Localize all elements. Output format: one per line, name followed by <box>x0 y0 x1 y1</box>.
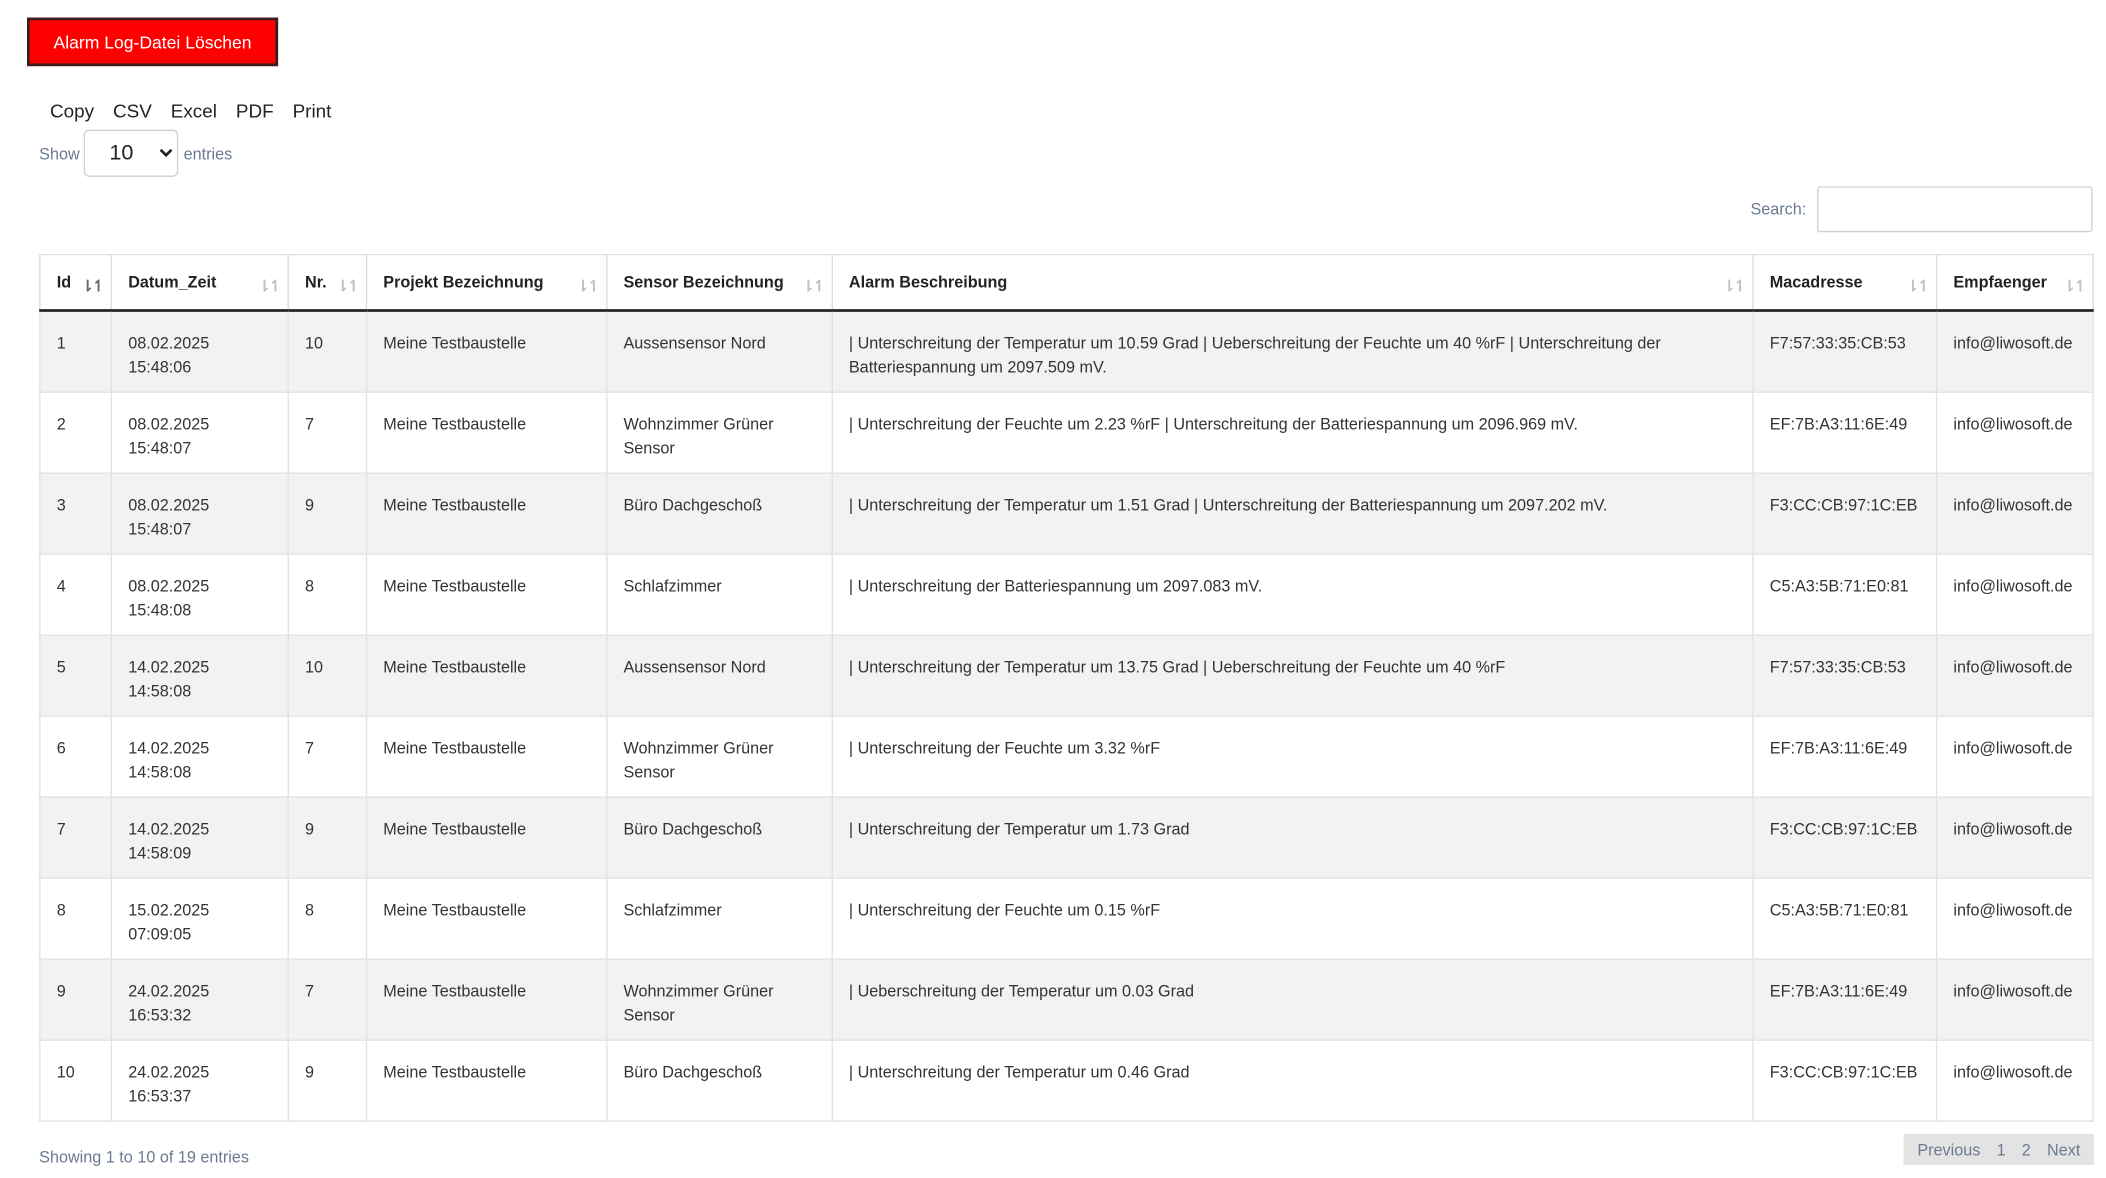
column-header-label: Projekt Bezeichnung <box>383 272 544 292</box>
cell-sensor: Schlafzimmer <box>607 878 832 959</box>
cell-sensor: Büro Dachgeschoß <box>607 1040 832 1121</box>
column-header-id[interactable] <box>40 254 112 310</box>
csv-button[interactable]: CSV <box>104 97 162 124</box>
table-row <box>40 716 2093 797</box>
pagination <box>1904 1134 2094 1165</box>
cell-id: 3 <box>40 473 112 554</box>
cell-datum-zeit: 14.02.2025 14:58:08 <box>111 635 288 716</box>
cell-projekt: Meine Testbaustelle <box>366 959 606 1040</box>
column-header-label: Datum_Zeit <box>128 272 217 292</box>
cell-projekt: Meine Testbaustelle <box>366 635 606 716</box>
cell-alarm: | Unterschreitung der Feuchte um 2.23 %rF | Unterschreitung der Batteriespannung um 2096.969 mV. <box>832 392 1753 473</box>
copy-button[interactable]: Copy <box>41 97 104 124</box>
cell-alarm: | Unterschreitung der Batteriespannung um 2097.083 mV. <box>832 554 1753 635</box>
cell-datum-zeit: 08.02.2025 15:48:06 <box>111 311 288 392</box>
cell-empfaenger: info@liwosoft.de <box>1936 473 2093 554</box>
cell-sensor: Schlafzimmer <box>607 554 832 635</box>
search-control <box>1750 186 2092 232</box>
entries-length-control <box>39 130 232 177</box>
column-header-label: Sensor Bezeichnung <box>623 272 784 292</box>
search-input[interactable] <box>1817 186 2092 232</box>
sort-icon: ⇂↿ <box>801 276 824 296</box>
cell-alarm: | Unterschreitung der Temperatur um 1.73 Grad <box>832 797 1753 878</box>
entries-length-select[interactable] <box>84 130 179 177</box>
cell-sensor: Wohnzimmer Grüner Sensor <box>607 716 832 797</box>
column-header-label: Empfaenger <box>1953 272 2048 292</box>
table-info: Showing 1 to 10 of 19 entries <box>39 1147 249 1167</box>
cell-projekt: Meine Testbaustelle <box>366 878 606 959</box>
column-header-macadresse[interactable] <box>1753 254 1937 310</box>
cell-empfaenger: info@liwosoft.de <box>1936 959 2093 1040</box>
table-row <box>40 878 2093 959</box>
cell-alarm: | Ueberschreitung der Temperatur um 0.03 Grad <box>832 959 1753 1040</box>
cell-macadresse: F7:57:33:35:CB:53 <box>1753 635 1937 716</box>
table-row <box>40 473 2093 554</box>
previous-page-button[interactable]: Previous <box>1917 1140 1981 1159</box>
sort-icon: ⇂↿ <box>257 276 280 296</box>
cell-id: 8 <box>40 878 112 959</box>
clear-alarm-log-button[interactable]: Alarm Log-Datei Löschen <box>27 18 278 67</box>
column-header-datum-zeit[interactable] <box>111 254 288 310</box>
search-label: Search: <box>1750 199 1807 219</box>
cell-macadresse: F3:CC:CB:97:1C:EB <box>1753 797 1937 878</box>
cell-id: 4 <box>40 554 112 635</box>
cell-macadresse: F3:CC:CB:97:1C:EB <box>1753 473 1937 554</box>
cell-empfaenger: info@liwosoft.de <box>1936 554 2093 635</box>
cell-sensor: Büro Dachgeschoß <box>607 473 832 554</box>
cell-id: 10 <box>40 1040 112 1121</box>
sort-icon: ⇂↿ <box>1905 276 1928 296</box>
cell-macadresse: C5:A3:5B:71:E0:81 <box>1753 878 1937 959</box>
column-header-empfaenger[interactable] <box>1936 254 2093 310</box>
cell-empfaenger: info@liwosoft.de <box>1936 797 2093 878</box>
pdf-button[interactable]: PDF <box>226 97 283 124</box>
cell-empfaenger: info@liwosoft.de <box>1936 392 2093 473</box>
next-page-button[interactable]: Next <box>2047 1140 2081 1159</box>
cell-alarm: | Unterschreitung der Temperatur um 10.59 Grad | Ueberschreitung der Feuchte um 40 %rF | Unterschreitung der Batteriespannung um 2097.509 mV. <box>832 311 1753 392</box>
cell-sensor: Aussensensor Nord <box>607 635 832 716</box>
column-header-label: Id <box>56 272 72 292</box>
column-header-sensor[interactable] <box>607 254 832 310</box>
cell-sensor: Büro Dachgeschoß <box>607 797 832 878</box>
cell-id: 5 <box>40 635 112 716</box>
cell-sensor: Aussensensor Nord <box>607 311 832 392</box>
cell-projekt: Meine Testbaustelle <box>366 554 606 635</box>
cell-datum-zeit: 24.02.2025 16:53:32 <box>111 959 288 1040</box>
cell-macadresse: F7:57:33:35:CB:53 <box>1753 311 1937 392</box>
cell-id: 6 <box>40 716 112 797</box>
cell-datum-zeit: 08.02.2025 15:48:08 <box>111 554 288 635</box>
cell-id: 1 <box>40 311 112 392</box>
cell-empfaenger: info@liwosoft.de <box>1936 635 2093 716</box>
cell-empfaenger: info@liwosoft.de <box>1936 878 2093 959</box>
column-header-projekt[interactable] <box>366 254 606 310</box>
cell-nr: 9 <box>288 473 366 554</box>
cell-macadresse: EF:7B:A3:11:6E:49 <box>1753 959 1937 1040</box>
cell-empfaenger: info@liwosoft.de <box>1936 311 2093 392</box>
column-header-nr[interactable] <box>288 254 366 310</box>
print-button[interactable]: Print <box>283 97 341 124</box>
cell-id: 2 <box>40 392 112 473</box>
excel-button[interactable]: Excel <box>161 97 226 124</box>
cell-datum-zeit: 08.02.2025 15:48:07 <box>111 473 288 554</box>
page-1-button[interactable]: 1 <box>1996 1140 2006 1159</box>
cell-datum-zeit: 15.02.2025 07:09:05 <box>111 878 288 959</box>
cell-nr: 10 <box>288 635 366 716</box>
cell-id: 9 <box>40 959 112 1040</box>
table-row <box>40 554 2093 635</box>
cell-alarm: | Unterschreitung der Feuchte um 0.15 %rF <box>832 878 1753 959</box>
table-row <box>40 392 2093 473</box>
cell-macadresse: C5:A3:5B:71:E0:81 <box>1753 554 1937 635</box>
cell-alarm: | Unterschreitung der Feuchte um 3.32 %rF <box>832 716 1753 797</box>
cell-nr: 7 <box>288 959 366 1040</box>
sort-icon: ⇂↿ <box>2062 276 2085 296</box>
cell-datum-zeit: 14.02.2025 14:58:09 <box>111 797 288 878</box>
cell-macadresse: EF:7B:A3:11:6E:49 <box>1753 716 1937 797</box>
alarm-log-table <box>39 254 2094 1121</box>
cell-projekt: Meine Testbaustelle <box>366 1040 606 1121</box>
sort-ascending-icon: ⇂↿ <box>80 276 103 296</box>
cell-alarm: | Unterschreitung der Temperatur um 0.46 Grad <box>832 1040 1753 1121</box>
cell-id: 7 <box>40 797 112 878</box>
table-body <box>40 311 2093 1121</box>
cell-alarm: | Unterschreitung der Temperatur um 1.51 Grad | Unterschreitung der Batteriespannung um 2097.202 mV. <box>832 473 1753 554</box>
cell-nr: 10 <box>288 311 366 392</box>
cell-alarm: | Unterschreitung der Temperatur um 13.75 Grad | Ueberschreitung der Feuchte um 40 %rF <box>832 635 1753 716</box>
table-row <box>40 1040 2093 1121</box>
sort-icon: ⇂↿ <box>576 276 598 296</box>
column-header-label: Alarm Beschreibung <box>848 272 1008 292</box>
cell-sensor: Wohnzimmer Grüner Sensor <box>607 959 832 1040</box>
cell-nr: 9 <box>288 1040 366 1121</box>
cell-projekt: Meine Testbaustelle <box>366 392 606 473</box>
table-row <box>40 311 2093 392</box>
sort-icon: ⇂↿ <box>335 276 358 296</box>
cell-projekt: Meine Testbaustelle <box>366 716 606 797</box>
cell-datum-zeit: 14.02.2025 14:58:08 <box>111 716 288 797</box>
table-row <box>40 959 2093 1040</box>
cell-empfaenger: info@liwosoft.de <box>1936 1040 2093 1121</box>
column-header-label: Macadresse <box>1769 272 1863 292</box>
cell-datum-zeit: 24.02.2025 16:53:37 <box>111 1040 288 1121</box>
cell-nr: 7 <box>288 392 366 473</box>
table-header-row <box>40 254 2093 310</box>
export-toolbar <box>41 97 341 124</box>
cell-datum-zeit: 08.02.2025 15:48:07 <box>111 392 288 473</box>
column-header-alarm[interactable] <box>832 254 1753 310</box>
cell-nr: 9 <box>288 797 366 878</box>
cell-empfaenger: info@liwosoft.de <box>1936 716 2093 797</box>
table-row <box>40 797 2093 878</box>
cell-projekt: Meine Testbaustelle <box>366 473 606 554</box>
table-row <box>40 635 2093 716</box>
cell-macadresse: EF:7B:A3:11:6E:49 <box>1753 392 1937 473</box>
column-header-label: Nr. <box>305 272 327 292</box>
entries-label: entries <box>183 143 233 163</box>
cell-nr: 8 <box>288 554 366 635</box>
page-2-button[interactable]: 2 <box>2021 1140 2031 1159</box>
sort-icon: ⇂↿ <box>1722 276 1745 296</box>
cell-projekt: Meine Testbaustelle <box>366 797 606 878</box>
show-label: Show <box>39 143 80 163</box>
cell-sensor: Wohnzimmer Grüner Sensor <box>607 392 832 473</box>
cell-nr: 8 <box>288 878 366 959</box>
cell-macadresse: F3:CC:CB:97:1C:EB <box>1753 1040 1937 1121</box>
cell-nr: 7 <box>288 716 366 797</box>
cell-projekt: Meine Testbaustelle <box>366 311 606 392</box>
